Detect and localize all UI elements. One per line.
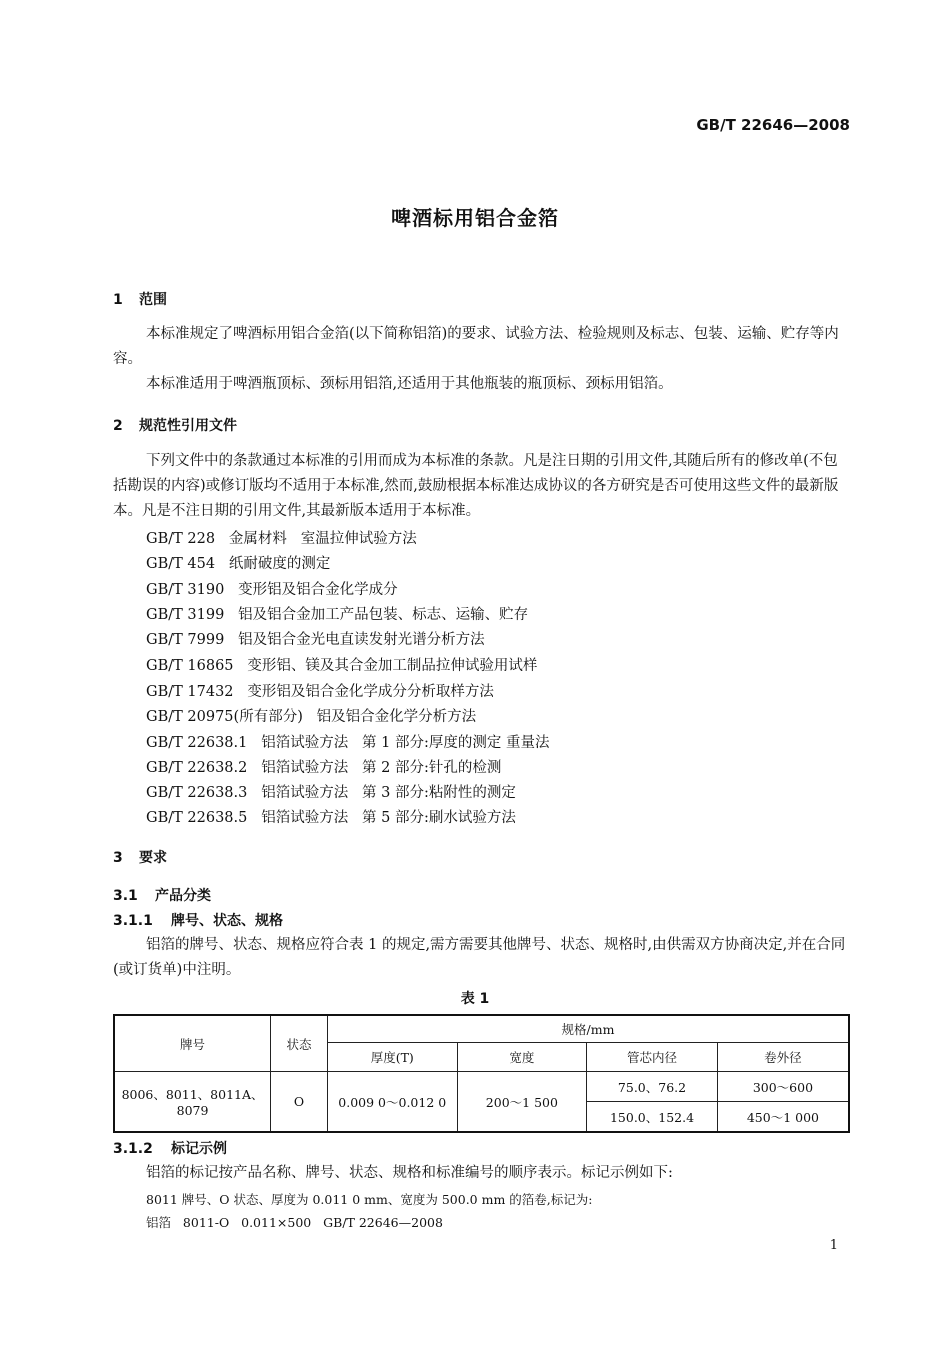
section-number: 3.1 (113, 888, 138, 904)
section-title: 产品分类 (155, 888, 211, 904)
cell-thickness: 0.009 0～0.012 0 (327, 1072, 457, 1133)
reference-item: GB/T 16865 变形铝、镁及其合金加工制品拉伸试验用试样 (146, 658, 538, 674)
example-description: 8011 牌号、O 状态、厚度为 0.011 0 mm、宽度为 500.0 mm 的箔卷,标记为: (146, 1192, 593, 1207)
reference-item: GB/T 454 纸耐破度的测定 (146, 556, 331, 572)
section-2-paragraph-1: 下列文件中的条款通过本标准的引用而成为本标准的条款。凡是注日期的引用文件,其随后所有的修改单(不包括勘误的内容)或修订版均不适用于本标准,然而,鼓励根据本标准达成协议的各方研究是否可使用这些文件的最新版本。凡是不注日期的引用文件,其最新版本适用于本标准。 (113, 453, 839, 519)
section-number: 3 (113, 850, 123, 866)
reference-item: GB/T 3199 铝及铝合金加工产品包装、标志、运输、贮存 (146, 607, 529, 623)
reference-item: GB/T 22638.3 铝箔试验方法 第 3 部分:粘附性的测定 (146, 785, 516, 801)
cell-width: 200～1 500 (457, 1072, 587, 1133)
reference-item: GB/T 7999 铝及铝合金光电直读发射光谱分析方法 (146, 632, 485, 648)
cell-outer-dia: 300～600 (717, 1072, 849, 1102)
section-2-heading (113, 415, 237, 435)
table-1-title: 表 1 (460, 991, 490, 1007)
section-3-1-2-heading (113, 1138, 227, 1158)
reference-item: GB/T 228 金属材料 室温拉伸试验方法 (146, 531, 417, 547)
section-title: 规范性引用文件 (139, 418, 237, 434)
cell-grade: 8006、8011、8011A、8079 (114, 1072, 271, 1133)
cell-outer-dia: 450～1 000 (717, 1102, 849, 1133)
section-number: 3.1.1 (113, 913, 153, 929)
section-3-1-2-paragraph: 铝箔的标记按产品名称、牌号、状态、规格和标准编号的顺序表示。标记示例如下: (146, 1165, 673, 1181)
section-number: 2 (113, 418, 123, 434)
section-title: 范围 (139, 292, 167, 308)
reference-item: GB/T 22638.5 铝箔试验方法 第 5 部分:刷水试验方法 (146, 810, 516, 826)
header-thickness: 厚度(T) (327, 1043, 457, 1072)
reference-item: GB/T 22638.2 铝箔试验方法 第 2 部分:针孔的检测 (146, 760, 502, 776)
header-width: 宽度 (457, 1043, 587, 1072)
section-title: 标记示例 (171, 1141, 227, 1157)
spec-table (113, 1014, 850, 1133)
example-marking: 铝箔 8011-O 0.011×500 GB/T 22646—2008 (146, 1215, 443, 1230)
header-temper: 状态 (271, 1015, 328, 1072)
header-grade: 牌号 (114, 1015, 271, 1072)
cell-core-id: 150.0、152.4 (587, 1102, 718, 1133)
section-number: 3.1.2 (113, 1141, 153, 1157)
header-outer-dia: 卷外径 (717, 1043, 849, 1072)
reference-item: GB/T 3190 变形铝及铝合金化学成分 (146, 582, 398, 598)
reference-item: GB/T 22638.1 铝箔试验方法 第 1 部分:厚度的测定 重量法 (146, 735, 550, 751)
cell-core-id: 75.0、76.2 (587, 1072, 718, 1102)
section-3-1-1-heading (113, 910, 283, 930)
document-title: 啤酒标用铝合金箔 (391, 206, 559, 230)
reference-item: GB/T 20975(所有部分) 铝及铝合金化学分析方法 (146, 709, 477, 725)
section-1-heading (113, 289, 167, 309)
section-number: 1 (113, 292, 123, 308)
section-3-1-1-paragraph: 铝箔的牌号、状态、规格应符合表 1 的规定,需方需要其他牌号、状态、规格时,由供需双方协商决定,并在合同(或订货单)中注明。 (113, 937, 846, 978)
header-spec: 规格/mm (327, 1015, 849, 1043)
cell-temper: O (271, 1072, 328, 1133)
standard-code: GB/T 22646—2008 (696, 116, 850, 134)
section-3-1-heading (113, 885, 211, 905)
section-title: 要求 (139, 850, 167, 866)
section-3-heading (113, 847, 167, 867)
header-core-id: 管芯内径 (587, 1043, 718, 1072)
reference-item: GB/T 17432 变形铝及铝合金化学成分分析取样方法 (146, 684, 494, 700)
section-1-paragraph-2: 本标准适用于啤酒瓶顶标、颈标用铝箔,还适用于其他瓶装的瓶顶标、颈标用铝箔。 (146, 376, 673, 392)
section-title: 牌号、状态、规格 (171, 913, 283, 929)
page-number: 1 (829, 1238, 838, 1253)
section-1-paragraph-1: 本标准规定了啤酒标用铝合金箔(以下简称铝箔)的要求、试验方法、检验规则及标志、包装、运输、贮存等内容。 (113, 326, 839, 367)
